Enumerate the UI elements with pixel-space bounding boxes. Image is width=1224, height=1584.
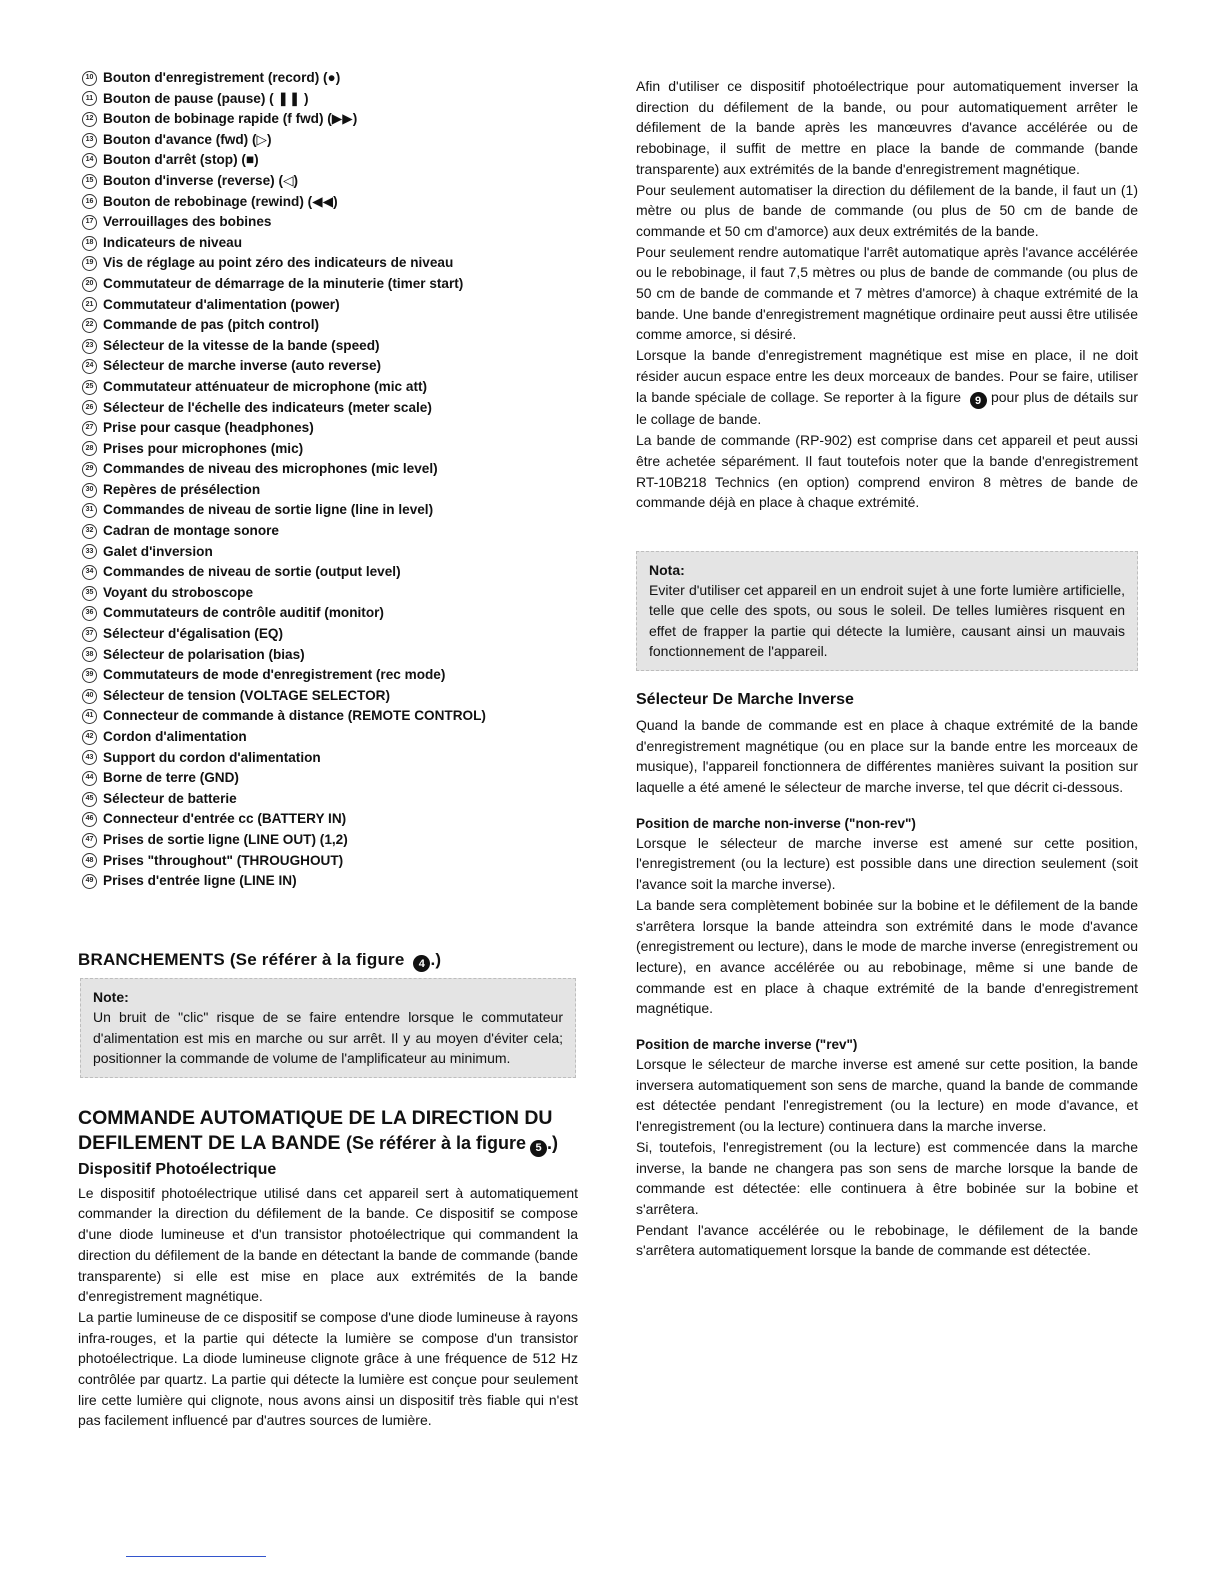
item-label: Connecteur d'entrée cc (BATTERY IN) [103, 811, 347, 827]
parts-list-item [82, 871, 578, 892]
item-label: Bouton de rebobinage (rewind) (◀◀) [103, 193, 338, 209]
item-number-badge: 10 [82, 71, 97, 86]
parts-list-item [82, 830, 578, 851]
parts-list-item [82, 171, 578, 192]
parts-list-item [82, 89, 578, 110]
parts-list-item [82, 665, 578, 686]
item-number-badge: 21 [82, 297, 97, 312]
item-label: Bouton d'avance (fwd) (▷) [103, 131, 272, 147]
parts-list-item [82, 192, 578, 213]
nonrev-para-1: Lorsque le sélecteur de marche inverse est amené sur cette position, l'enregistrement (ou la lecture) est possible dans une direction seulement (soit l'avance soit la marche inverse). [636, 834, 1138, 893]
parts-list-item [82, 809, 578, 830]
item-label: Bouton d'enregistrement (record) (●) [103, 70, 341, 85]
item-label: Indicateurs de niveau [103, 234, 243, 250]
right-para-2: Pour seulement automatiser la direction du défilement de la bande, il faut un (1) mètre ou plus de bande de commande (ou plus de 50 cm de bande de commande et 50 cm d'amorce) aux deux extrémités de la bande. [636, 181, 1138, 239]
item-label: Prises de sortie ligne (LINE OUT) (1,2) [103, 831, 348, 847]
item-number-badge: 47 [82, 833, 97, 848]
item-label: Commutateurs de contrôle auditif (monitor) [103, 605, 384, 621]
right-column [636, 76, 1138, 1261]
parts-list-item [82, 377, 578, 398]
dispositif-heading: Dispositif Photoélectrique [78, 1160, 277, 1178]
item-number-badge: 23 [82, 339, 97, 354]
item-label: Prises pour microphones (mic) [103, 440, 304, 456]
item-number-badge: 48 [82, 853, 97, 868]
left-column [78, 68, 578, 1431]
note-label: Note: [93, 989, 129, 1006]
parts-list-item [82, 315, 578, 336]
item-number-badge: 27 [82, 421, 97, 436]
rev-para-2: Si, toutefois, l'enregistrement (ou la lecture) est commencée dans la marche inverse, la bande ne changera pas son sens de marche lorsque la bande de commande est détectée: elle continuera à être bobinée sur la bobine et s'arrêtera. [636, 1138, 1138, 1217]
item-label: Repères de présélection [103, 481, 261, 497]
right-para-1: Afin d'utiliser ce dispositif photoélectrique pour automatiquement inverser la direction du défilement de la bande, ou pour automatiquement arrêter le défilement de la bande après les manœuvres d'avance accélérée ou de rebobinage, il suffit de mettre en place la bande de commande (bande transparente) aux extrémités de la bande d'enregistrement magnétique. [636, 78, 1138, 177]
parts-list-item [82, 274, 578, 295]
dispositif-para-1: Le dispositif photoélectrique utilisé dans cet appareil sert à automatiquement commander la direction du défilement de la bande. Ce dispositif se compose d'une diode lumineuse et d'un transistor photoélectrique qui commandent la direction du défilement de la bande en détectant la bande de commande (bande transparente) si elle est mise en place aux extrémités de la bande d'enregistrement magnétique. [78, 1184, 578, 1305]
parts-list-item [82, 727, 578, 748]
footer-rule [126, 1556, 266, 1557]
item-number-badge: 18 [82, 236, 97, 251]
note-text: Un bruit de "clic" risque de se faire entendre lorsque le commutateur d'alimentation est mis en marche ou sur arrêt. Il y au moyen d'éviter cela; positionner la commande de volume de l'amplificateur au minimum. [93, 1009, 563, 1067]
item-number-badge: 30 [82, 483, 97, 498]
item-label: Galet d'inversion [103, 543, 213, 559]
parts-list-item [82, 356, 578, 377]
nonrev-heading: Position de marche non-inverse ("non-rev") [636, 815, 916, 831]
figure-ref-badge: 4 [413, 955, 430, 972]
parts-list-item [82, 150, 578, 171]
item-label: Commandes de niveau des microphones (mic level) [103, 461, 438, 477]
item-label: Sélecteur de marche inverse (auto reverse) [103, 358, 382, 374]
right-para-4-text-a: Lorsque la bande d'enregistrement magnétique est mise en place, il ne doit résider aucun espace entre les deux morceaux de bandes. Pour se faire, utiliser la bande spéciale de collage. Se reporter à la figure [636, 347, 1138, 405]
item-number-badge: 35 [82, 586, 97, 601]
item-number-badge: 39 [82, 668, 97, 683]
item-number-badge: 33 [82, 544, 97, 559]
item-number-badge: 16 [82, 194, 97, 209]
item-label: Sélecteur de polarisation (bias) [103, 646, 305, 662]
parts-list [82, 68, 578, 892]
item-number-badge: 24 [82, 359, 97, 374]
item-label: Commutateurs de mode d'enregistrement (rec mode) [103, 667, 446, 683]
branchements-note [80, 978, 576, 1078]
parts-list-item [82, 706, 578, 727]
parts-list-item [82, 109, 578, 130]
item-number-badge: 26 [82, 400, 97, 415]
parts-list-item [82, 686, 578, 707]
item-number-badge: 49 [82, 874, 97, 889]
item-number-badge: 46 [82, 812, 97, 827]
right-para-5: La bande de commande (RP-902) est comprise dans cet appareil et peut aussi être achetée séparément. Il faut toutefois noter que la bande d'enregistrement RT-10B218 Technics (en option) comprend environ 8 mètres de bande de commande déjà en place à chaque extrémité. [636, 432, 1138, 511]
item-label: Sélecteur de l'échelle des indicateurs (meter scale) [103, 399, 432, 415]
dispositif-para-2: La partie lumineuse de ce dispositif se compose d'une diode lumineuse à rayons infra-rouges, et la partie qui détecte la lumière se compose d'un transistor photoélectrique. La diode lumineuse clignote grâce à une fréquence de 512 Hz contrôlée par quartz. La partie qui détecte la lumière est conçue pour seulement lire cette lumière qui clignote, nous avons ainsi un dispositif très fiable qui n'est pas facilement influencé par d'autres sources de lumière. [78, 1308, 578, 1429]
parts-list-item [82, 789, 578, 810]
item-number-badge: 40 [82, 689, 97, 704]
item-label: Commutateur d'alimentation (power) [103, 296, 340, 312]
parts-list-item [82, 130, 578, 151]
rev-para-3: Pendant l'avance accélérée ou le rebobinage, le défilement de la bande s'arrêtera automatiquement lorsque la bande de commande est détectée. [636, 1221, 1138, 1259]
item-label: Cadran de montage sonore [103, 523, 279, 539]
item-label: Borne de terre (GND) [103, 770, 239, 786]
item-number-badge: 28 [82, 441, 97, 456]
item-label: Commande de pas (pitch control) [103, 317, 320, 333]
parts-list-item [82, 233, 578, 254]
commande-auto-heading [78, 1106, 578, 1157]
item-number-badge: 37 [82, 627, 97, 642]
parts-list-item [82, 521, 578, 542]
commande-auto-ref: (Se référer à la figure [345, 1132, 527, 1153]
item-number-badge: 20 [82, 277, 97, 292]
rev-heading: Position de marche inverse ("rev") [636, 1037, 858, 1053]
item-label: Bouton d'arrêt (stop) (■) [103, 152, 259, 168]
parts-list-item [82, 253, 578, 274]
item-number-badge: 31 [82, 503, 97, 518]
figure-ref-badge: 5 [530, 1140, 547, 1157]
item-label: Commutateur atténuateur de microphone (mic att) [103, 378, 428, 394]
parts-list-item [82, 439, 578, 460]
right-para-4-text-b: pour plus de détails sur le collage de bande. [636, 388, 1139, 428]
nota-label: Nota: [649, 561, 685, 578]
item-label: Sélecteur de la vitesse de la bande (speed) [103, 337, 380, 353]
branchements-title: BRANCHEMENTS (Se référer à la figure [78, 949, 405, 969]
item-label: Voyant du stroboscope [103, 584, 254, 600]
selecteur-heading: Sélecteur De Marche Inverse [636, 690, 854, 708]
branchements-title-end: .) [430, 949, 442, 969]
parts-list-item [82, 336, 578, 357]
parts-list-item [82, 645, 578, 666]
item-label: Commandes de niveau de sortie (output level) [103, 564, 401, 580]
item-number-badge: 15 [82, 174, 97, 189]
item-label: Sélecteur d'égalisation (EQ) [103, 626, 283, 642]
parts-list-item [82, 212, 578, 233]
parts-list-item [82, 768, 578, 789]
parts-list-item [82, 583, 578, 604]
item-label: Support du cordon d'alimentation [103, 749, 321, 765]
item-number-badge: 44 [82, 771, 97, 786]
parts-list-item [82, 500, 578, 521]
right-para-3: Pour seulement rendre automatique l'arrêt automatique après l'avance accélérée ou le rebobinage, il faut 7,5 mètres ou plus de bande de commande (ou plus de 50 cm de bande de commande et 7 mètres d'amorce) à chaque extrémité de la bande. Une bande d'enregistrement magnétique ordinaire peut aussi être utilisée comme amorce, si désiré. [636, 243, 1138, 343]
item-label: Bouton de pause (pause) ( ❚❚ ) [103, 90, 309, 106]
parts-list-item [82, 459, 578, 480]
nonrev-para-2: La bande sera complètement bobinée sur la bobine et le défilement de la bande s'arrêtera lorsque la bande atteindra son extrémité dans le mode d'avance (enregistrement ou lecture), dans le mode de marche inverse (enregistrement ou lecture), en avance accélérée ou au rebobinage, même si une bande de commande est en place à chaque extrémité de la bande d'enregistrement magnétique. [636, 896, 1138, 1017]
parts-list-item [82, 480, 578, 501]
parts-list-item [82, 562, 578, 583]
parts-list-item [82, 418, 578, 439]
item-number-badge: 22 [82, 318, 97, 333]
commande-auto-ref-end: .) [547, 1132, 559, 1153]
parts-list-item [82, 398, 578, 419]
parts-list-item [82, 542, 578, 563]
item-number-badge: 32 [82, 524, 97, 539]
parts-list-item [82, 748, 578, 769]
item-number-badge: 11 [82, 91, 97, 106]
item-label: Prises "throughout" (THROUGHOUT) [103, 852, 344, 868]
nota-box [636, 551, 1138, 671]
item-label: Prises d'entrée ligne (LINE IN) [103, 873, 297, 889]
item-number-badge: 17 [82, 215, 97, 230]
item-number-badge: 43 [82, 750, 97, 765]
item-label: Cordon d'alimentation [103, 729, 247, 744]
item-label: Commutateur de démarrage de la minuterie (timer start) [103, 275, 464, 291]
right-para-4 [636, 345, 1138, 430]
nota-text: Eviter d'utiliser cet appareil en un endroit sujet à une forte lumière artificielle, telle que celle des spots, ou sous le soleil. De telles lumières risquent en effet de frapper la partie qui détecte la lumière, causant ainsi un mauvais fonctionnement de l'appareil. [649, 581, 1125, 660]
commande-auto-title: COMMANDE AUTOMATIQUE DE LA DIRECTION DU DEFILEMENT DE LA BANDE [78, 1106, 553, 1154]
item-number-badge: 13 [82, 133, 97, 148]
item-number-badge: 29 [82, 462, 97, 477]
item-number-badge: 12 [82, 112, 97, 127]
item-number-badge: 42 [82, 730, 97, 745]
figure-ref-badge: 9 [970, 392, 987, 409]
item-number-badge: 19 [82, 256, 97, 271]
item-label: Bouton de bobinage rapide (f fwd) (▶▶) [103, 111, 358, 127]
item-number-badge: 45 [82, 792, 97, 807]
selecteur-text: Quand la bande de commande est en place à chaque extrémité de la bande d'enregistrement magnétique (ou en place sur la bande entre les morceaux de musique), l'appareil fonctionnera de différentes manières suivant la position sur laquelle a été amené le sélecteur de marche inverse, tel que décrit ci-dessous. [636, 716, 1138, 796]
item-label: Vis de réglage au point zéro des indicateurs de niveau [103, 255, 454, 271]
parts-list-item [82, 624, 578, 645]
item-label: Bouton d'inverse (reverse) (◁) [103, 172, 298, 188]
item-number-badge: 38 [82, 647, 97, 662]
item-label: Commandes de niveau de sortie ligne (line in level) [103, 502, 434, 518]
item-label: Sélecteur de batterie [103, 790, 237, 806]
item-number-badge: 41 [82, 709, 97, 724]
parts-list-item [82, 68, 578, 89]
parts-list-item [82, 851, 578, 872]
branchements-heading [78, 950, 578, 973]
item-label: Sélecteur de tension (VOLTAGE SELECTOR) [103, 687, 391, 703]
item-label: Connecteur de commande à distance (REMOTE CONTROL) [103, 708, 486, 724]
parts-list-item [82, 603, 578, 624]
parts-list-item [82, 295, 578, 316]
item-label: Verrouillages des bobines [103, 214, 272, 230]
item-number-badge: 34 [82, 565, 97, 580]
item-number-badge: 36 [82, 606, 97, 621]
item-label: Prise pour casque (headphones) [103, 420, 314, 436]
rev-para-1: Lorsque le sélecteur de marche inverse est amené sur cette position, la bande inversera automatiquement son sens de marche, quand la bande de commande est détectée pendant l'enregistrement (ou la lecture) en mode d'avance, et l'enregistrement (ou la lecture) continuera dans la marche inverse. [636, 1056, 1138, 1135]
item-number-badge: 14 [82, 153, 97, 168]
item-number-badge: 25 [82, 380, 97, 395]
